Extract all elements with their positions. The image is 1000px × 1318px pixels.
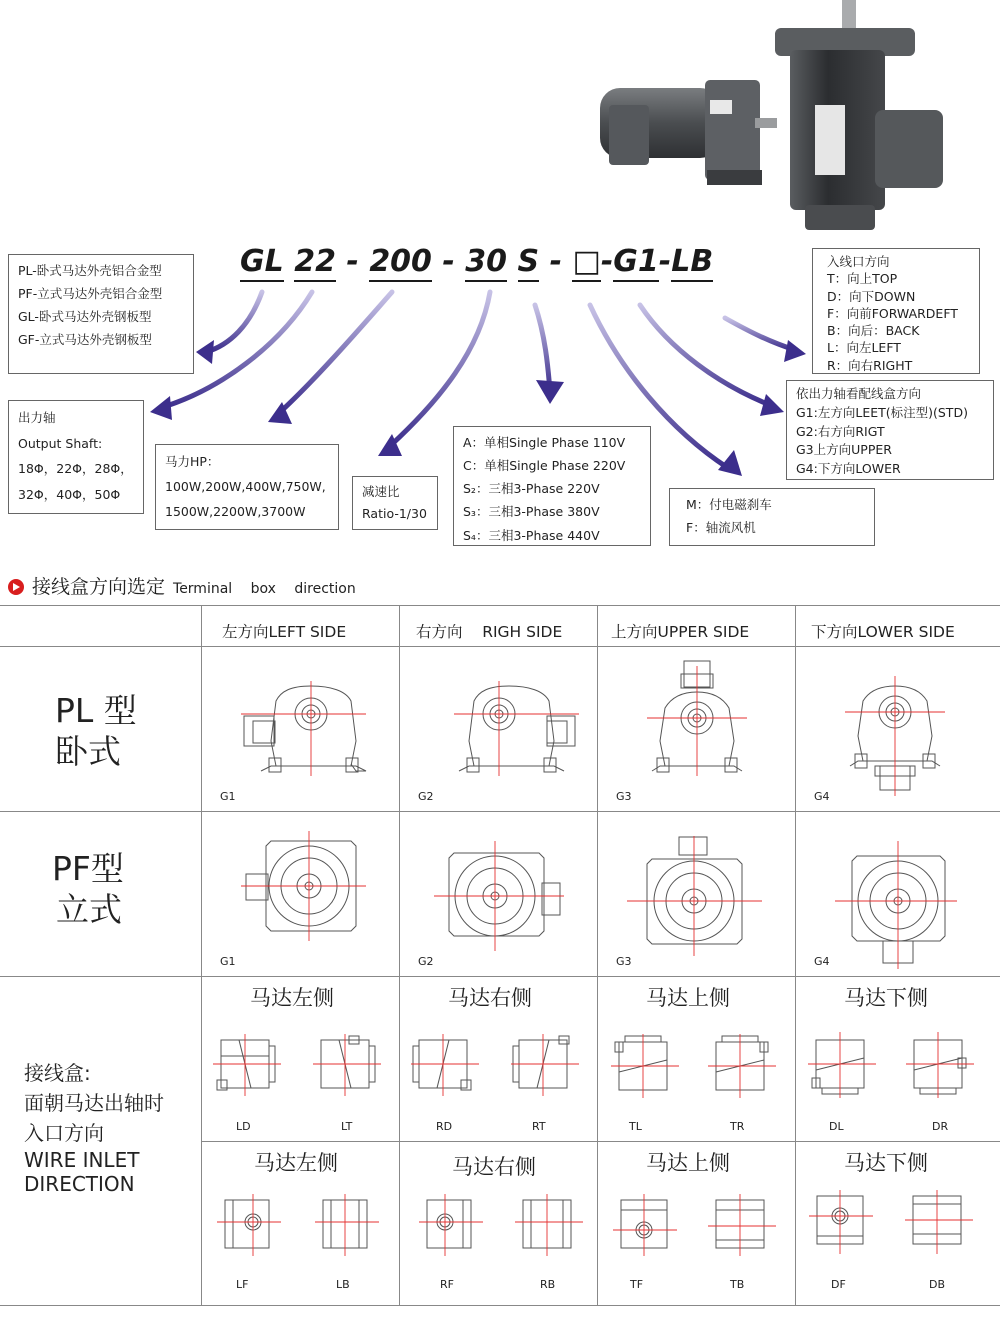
arrowhead: [760, 394, 784, 416]
arrow-phase: [535, 305, 550, 392]
code-sep: -: [442, 244, 455, 279]
arrow-shaft: [160, 292, 312, 408]
code-sep: -: [346, 244, 359, 279]
row-label-line: 卧式: [55, 732, 121, 772]
code-ratio: 30: [465, 244, 507, 282]
box-line: Output Shaft:: [18, 435, 103, 451]
code-power: 200: [369, 244, 432, 282]
section-title-en: Terminal box direction: [173, 581, 356, 597]
table-rule: [0, 976, 1000, 977]
code-sep: -: [658, 244, 672, 279]
wire-label-line: 面朝马达出轴时: [24, 1091, 164, 1115]
wire-label-line: WIRE INLET: [24, 1148, 140, 1172]
cell-tag: RD: [436, 1120, 453, 1133]
arrowhead: [784, 340, 806, 362]
cell-tag: TB: [730, 1278, 745, 1291]
box-line: 18Φ，22Φ，28Φ，: [18, 461, 133, 477]
wire-label-line: 接线盒:: [24, 1061, 91, 1085]
cell-tag: G3: [616, 790, 632, 803]
column-head-left: 左方向LEFT SIDE: [222, 623, 347, 641]
cell-tag: G1: [220, 955, 236, 968]
inlet-head: 马达左侧: [254, 1151, 338, 1175]
code-terminal: G1: [613, 244, 659, 282]
cell-tag: G1: [220, 790, 236, 803]
box-line: Ratio-1/30: [362, 505, 427, 521]
column-head-lower: 下方向LOWER SIDE: [811, 623, 955, 641]
box-line: B：向后：BACK: [827, 323, 920, 338]
box-line: A：单相Single Phase 110V: [463, 435, 626, 450]
arrow-power: [278, 292, 392, 414]
code-shaft: 22: [294, 244, 336, 282]
box-line: S₂：三相3-Phase 220V: [463, 481, 600, 497]
box-line: 马力HP：: [165, 454, 220, 469]
inlet-head: 马达上侧: [646, 1151, 730, 1175]
box-line: G3上方向UPPER: [796, 442, 892, 458]
row-label-line: 立式: [56, 890, 122, 930]
code-arrows: [0, 0, 1000, 560]
box-line: S₃：三相3-Phase 380V: [463, 504, 600, 520]
inlet-head: 马达右侧: [448, 986, 532, 1010]
inlet-row1-drawings: [201, 1030, 1000, 1105]
code-series: GL: [240, 244, 284, 282]
pf-drawings: [201, 811, 1000, 976]
box-line: D：向下DOWN: [827, 288, 916, 304]
inlet-head: 马达下侧: [844, 986, 928, 1010]
cell-tag: G2: [418, 955, 434, 968]
row-label-pf: [52, 848, 124, 931]
cell-tag: RF: [440, 1278, 454, 1291]
box-line: F：向前FORWARDEFT: [827, 305, 958, 321]
box-line: PL-卧式马达外壳铝合金型: [18, 263, 162, 278]
box-line: GF-立式马达外壳钢板型: [18, 332, 152, 348]
arrow-inlet: [725, 318, 795, 350]
inlet-row2-drawings: [201, 1190, 1000, 1270]
cell-tag: G2: [418, 790, 434, 803]
arrow-terminal: [640, 305, 770, 405]
column-head-right: 右方向 RIGH SIDE: [416, 623, 563, 641]
cell-tag: LB: [336, 1278, 350, 1291]
section-title: [8, 572, 356, 599]
cell-tag: LT: [341, 1120, 353, 1133]
arrowhead: [196, 340, 214, 364]
cell-tag: G3: [616, 955, 632, 968]
box-line: G2:右方向RIGT: [796, 423, 885, 439]
cell-tag: G4: [814, 790, 830, 803]
box-line: 100W,200W,400W,750W,: [165, 479, 326, 494]
wire-label-line: DIRECTION: [24, 1172, 135, 1196]
row-label-line: PF型: [52, 849, 124, 888]
box-line: G1:左方向LEET(标注型)(STD): [796, 404, 968, 420]
arrowhead: [536, 380, 564, 404]
pl-drawings: [201, 646, 1000, 811]
inlet-head: 马达右侧: [452, 1155, 536, 1179]
arrowhead: [150, 396, 172, 420]
cell-tag: DB: [929, 1278, 946, 1291]
box-line: L：向左LEFT: [827, 340, 901, 356]
code-option: □: [572, 244, 600, 282]
cell-tag: TR: [730, 1120, 745, 1133]
cell-tag: RB: [540, 1278, 556, 1291]
cell-tag: LF: [236, 1278, 249, 1291]
box-line: F：轴流风机: [686, 520, 756, 536]
box-line: T：向上TOP: [827, 271, 898, 287]
bullet-icon: [8, 579, 24, 595]
table-rule: [0, 1305, 1000, 1306]
box-line: G4:下方向LOWER: [796, 461, 901, 476]
box-line: 32Φ，40Φ，50Φ: [18, 486, 121, 502]
cell-tag: G4: [814, 955, 830, 968]
box-line: S₄：三相3-Phase 440V: [463, 527, 600, 543]
cell-tag: DR: [932, 1120, 949, 1133]
column-head-upper: 上方向UPPER SIDE: [611, 623, 750, 641]
box-line: 入线口方向: [827, 254, 890, 269]
cell-tag: RT: [532, 1120, 546, 1133]
inlet-head: 马达下侧: [844, 1151, 928, 1175]
box-line: C：单相Single Phase 220V: [463, 458, 626, 474]
cell-tag: LD: [236, 1120, 251, 1133]
code-sep: -: [549, 244, 563, 279]
box-line: M：付电磁刹车: [686, 497, 772, 512]
row-label-line: PL 型: [55, 691, 137, 730]
box-line: PF-立式马达外壳铝合金型: [18, 286, 163, 302]
box-line: 1500W,2200W,3700W: [165, 504, 306, 519]
section-title-cn: 接线盒方向选定: [32, 576, 166, 598]
box-line: 出力轴: [18, 410, 56, 425]
box-line: 减速比: [362, 484, 400, 499]
arrow-series: [206, 292, 262, 352]
arrow-ratio: [390, 292, 490, 446]
code-sep: -: [600, 244, 614, 279]
box-line: GL-卧式马达外壳钢板型: [18, 309, 152, 325]
box-line: 依出力轴看配线盒方向: [796, 386, 922, 401]
row-label-pl: [55, 690, 137, 773]
cell-tag: DL: [829, 1120, 844, 1133]
table-rule: [201, 1141, 1000, 1142]
table-rule: [0, 605, 1000, 606]
cell-tag: DF: [831, 1278, 846, 1291]
wire-inlet-label: [24, 1058, 164, 1196]
cell-tag: TL: [629, 1120, 642, 1133]
code-phase: S: [518, 244, 540, 282]
box-line: R：向右RIGHT: [827, 357, 913, 373]
inlet-head: 马达上侧: [646, 986, 730, 1010]
code-inlet: LB: [671, 244, 713, 282]
inlet-head: 马达左侧: [250, 986, 334, 1010]
wire-label-line: 入口方向: [24, 1121, 104, 1145]
cell-tag: TF: [630, 1278, 644, 1291]
